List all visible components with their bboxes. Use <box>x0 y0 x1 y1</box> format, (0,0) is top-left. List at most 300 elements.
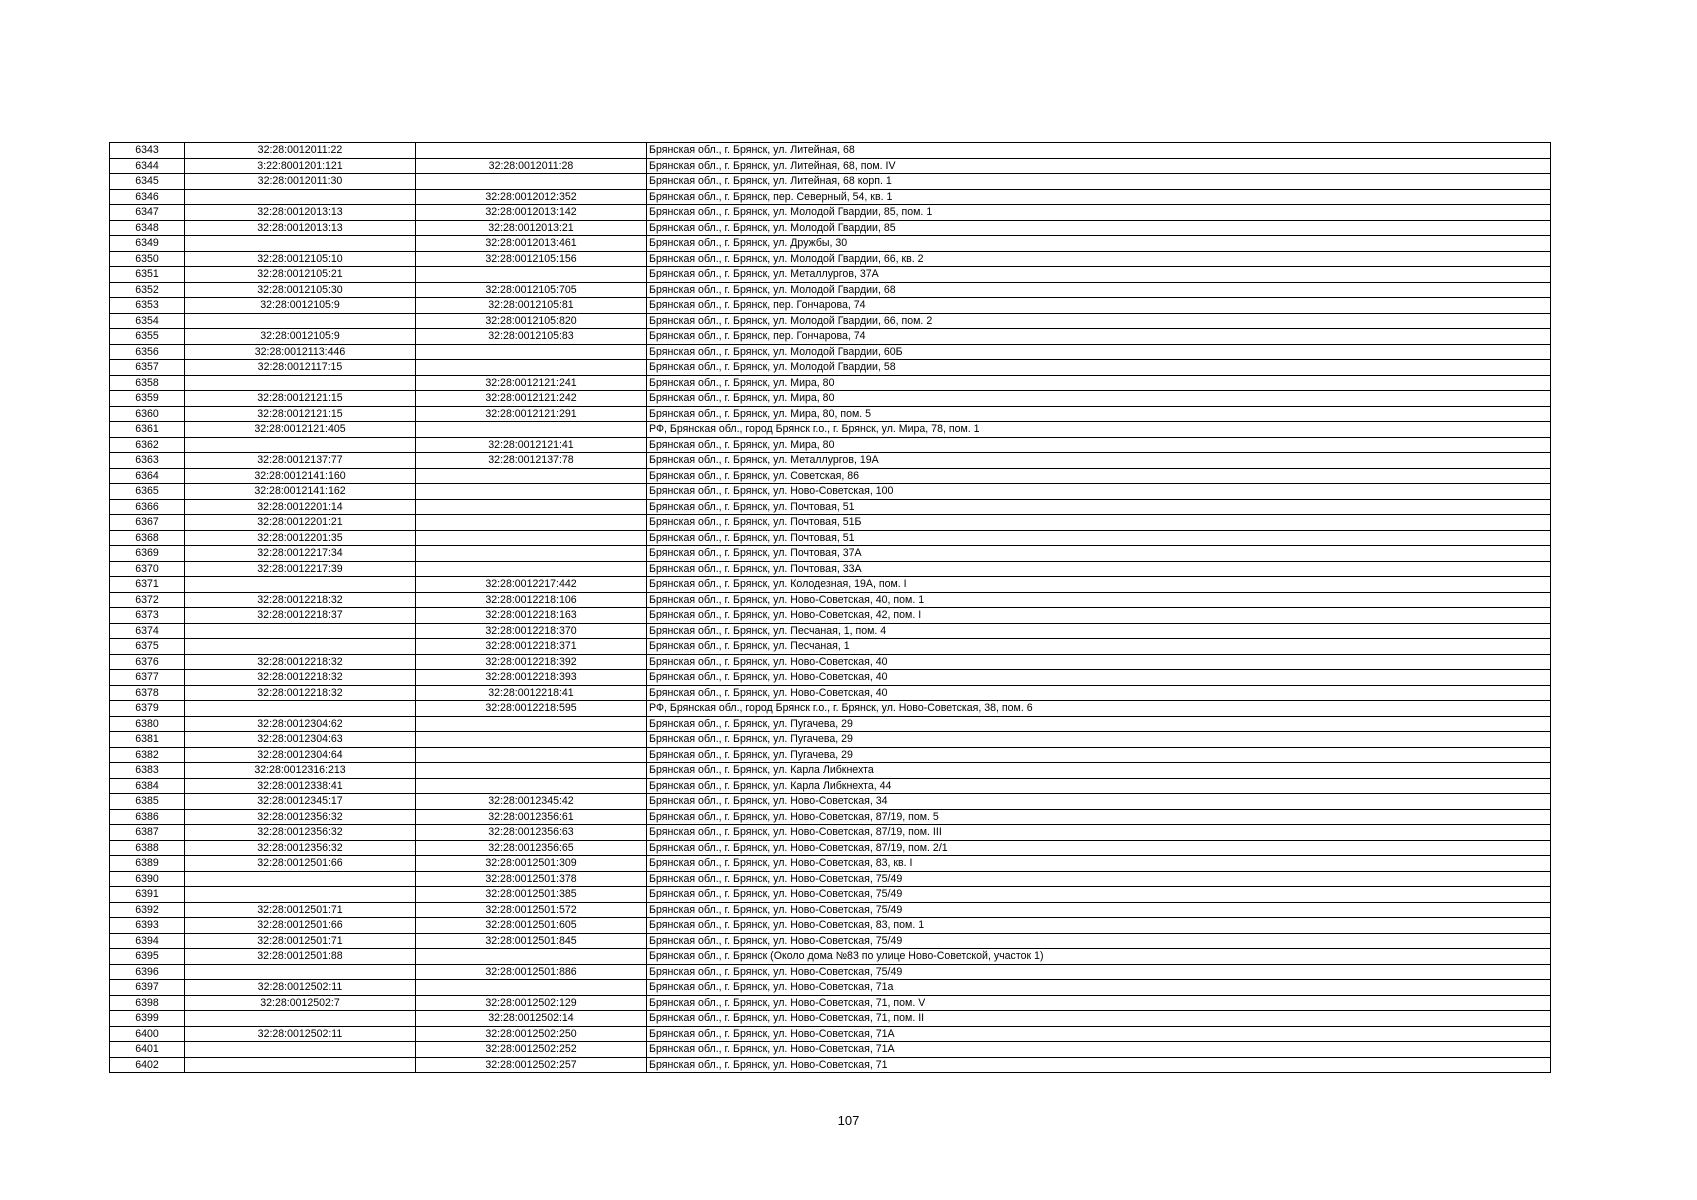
table-row <box>110 344 1551 360</box>
parcel-number-cell: 32:28:0012013:13 <box>185 205 416 221</box>
table-row <box>110 220 1551 236</box>
parcel-number-cell: 32:28:0012121:15 <box>185 406 416 422</box>
table-row <box>110 794 1551 810</box>
row-number-cell: 6364 <box>110 468 185 484</box>
parcel-number-cell: 32:28:0012121:405 <box>185 422 416 438</box>
address-cell: Брянская обл., г. Брянск, ул. Ново-Советская, 71А <box>647 1026 1551 1042</box>
table-row <box>110 375 1551 391</box>
parcel-number-cell <box>185 871 416 887</box>
table-row <box>110 902 1551 918</box>
row-number-cell: 6400 <box>110 1026 185 1042</box>
row-number-cell: 6374 <box>110 623 185 639</box>
parcel-number-cell: 32:28:0012356:32 <box>185 825 416 841</box>
parcel-number-cell: 32:28:0012501:88 <box>185 949 416 965</box>
object-number-cell: 32:28:0012105:705 <box>416 282 647 298</box>
row-number-cell: 6349 <box>110 236 185 252</box>
table-row <box>110 592 1551 608</box>
address-cell: Брянская обл., г. Брянск, ул. Молодой Гвардии, 66, пом. 2 <box>647 313 1551 329</box>
row-number-cell: 6371 <box>110 577 185 593</box>
row-number-cell: 6368 <box>110 530 185 546</box>
parcel-number-cell: 3:22:8001201:121 <box>185 158 416 174</box>
row-number-cell: 6351 <box>110 267 185 283</box>
table-row <box>110 933 1551 949</box>
parcel-number-cell: 32:28:0012218:32 <box>185 654 416 670</box>
table-row <box>110 980 1551 996</box>
row-number-cell: 6358 <box>110 375 185 391</box>
row-number-cell: 6376 <box>110 654 185 670</box>
row-number-cell: 6344 <box>110 158 185 174</box>
row-number-cell: 6362 <box>110 437 185 453</box>
address-cell: Брянская обл., г. Брянск, ул. Ново-Советская, 75/49 <box>647 871 1551 887</box>
address-cell: Брянская обл., г. Брянск, ул. Ново-Советская, 87/19, пом. 2/1 <box>647 840 1551 856</box>
table-row <box>110 1026 1551 1042</box>
object-number-cell: 32:28:0012502:129 <box>416 995 647 1011</box>
row-number-cell: 6373 <box>110 608 185 624</box>
object-number-cell <box>416 360 647 376</box>
row-number-cell: 6346 <box>110 189 185 205</box>
address-cell: Брянская обл., г. Брянск, ул. Металлургов, 19А <box>647 453 1551 469</box>
object-number-cell <box>416 561 647 577</box>
row-number-cell: 6343 <box>110 143 185 159</box>
page-number: 107 <box>837 1113 860 1128</box>
table-row <box>110 236 1551 252</box>
object-number-cell: 32:28:0012105:83 <box>416 329 647 345</box>
parcel-number-cell: 32:28:0012218:32 <box>185 685 416 701</box>
parcel-number-cell <box>185 1011 416 1027</box>
row-number-cell: 6386 <box>110 809 185 825</box>
address-cell: Брянская обл., г. Брянск, ул. Литейная, 68, пом. IV <box>647 158 1551 174</box>
object-number-cell: 32:28:0012218:41 <box>416 685 647 701</box>
table-row <box>110 747 1551 763</box>
row-number-cell: 6385 <box>110 794 185 810</box>
row-number-cell: 6375 <box>110 639 185 655</box>
table-row <box>110 887 1551 903</box>
row-number-cell: 6363 <box>110 453 185 469</box>
row-number-cell: 6359 <box>110 391 185 407</box>
parcel-number-cell <box>185 375 416 391</box>
row-number-cell: 6397 <box>110 980 185 996</box>
object-number-cell: 32:28:0012013:461 <box>416 236 647 252</box>
parcel-number-cell: 32:28:0012218:32 <box>185 592 416 608</box>
object-number-cell: 32:28:0012218:106 <box>416 592 647 608</box>
address-cell: Брянская обл., г. Брянск, ул. Ново-Советская, 75/49 <box>647 902 1551 918</box>
parcel-number-cell: 32:28:0012013:13 <box>185 220 416 236</box>
table-row <box>110 174 1551 190</box>
table-row <box>110 313 1551 329</box>
row-number-cell: 6350 <box>110 251 185 267</box>
table-row <box>110 685 1551 701</box>
address-cell: Брянская обл., г. Брянск, ул. Мира, 80 <box>647 375 1551 391</box>
table-row <box>110 1011 1551 1027</box>
parcel-number-cell: 32:28:0012304:62 <box>185 716 416 732</box>
parcel-number-cell <box>185 577 416 593</box>
address-cell: Брянская обл., г. Брянск, ул. Карла Либкнехта <box>647 763 1551 779</box>
row-number-cell: 6379 <box>110 701 185 717</box>
address-cell: Брянская обл., г. Брянск, ул. Мира, 80, пом. 5 <box>647 406 1551 422</box>
parcel-number-cell: 32:28:0012338:41 <box>185 778 416 794</box>
table-row <box>110 701 1551 717</box>
row-number-cell: 6382 <box>110 747 185 763</box>
object-number-cell: 32:28:0012121:241 <box>416 375 647 391</box>
object-number-cell: 32:28:0012502:250 <box>416 1026 647 1042</box>
table-row <box>110 437 1551 453</box>
table-row <box>110 515 1551 531</box>
object-number-cell: 32:28:0012502:252 <box>416 1042 647 1058</box>
table-row <box>110 205 1551 221</box>
object-number-cell: 32:28:0012218:370 <box>416 623 647 639</box>
row-number-cell: 6393 <box>110 918 185 934</box>
table-row <box>110 964 1551 980</box>
parcel-number-cell: 32:28:0012218:37 <box>185 608 416 624</box>
parcel-number-cell: 32:28:0012137:77 <box>185 453 416 469</box>
address-cell: Брянская обл., г. Брянск, ул. Молодой Гвардии, 58 <box>647 360 1551 376</box>
address-cell: Брянская обл., г. Брянск, ул. Карла Либкнехта, 44 <box>647 778 1551 794</box>
parcel-number-cell: 32:28:0012501:71 <box>185 902 416 918</box>
table-row <box>110 484 1551 500</box>
address-cell: Брянская обл., г. Брянск, пер. Северный, 54, кв. 1 <box>647 189 1551 205</box>
object-number-cell: 32:28:0012501:378 <box>416 871 647 887</box>
address-cell: Брянская обл., г. Брянск, ул. Мира, 80 <box>647 437 1551 453</box>
row-number-cell: 6395 <box>110 949 185 965</box>
table-row <box>110 577 1551 593</box>
address-cell: Брянская обл., г. Брянск, ул. Литейная, 68 <box>647 143 1551 159</box>
parcel-number-cell: 32:28:0012217:34 <box>185 546 416 562</box>
object-number-cell: 32:28:0012345:42 <box>416 794 647 810</box>
address-cell: Брянская обл., г. Брянск, ул. Молодой Гвардии, 60Б <box>647 344 1551 360</box>
object-number-cell: 32:28:0012121:291 <box>416 406 647 422</box>
address-cell: Брянская обл., г. Брянск, ул. Ново-Советская, 40 <box>647 654 1551 670</box>
parcel-number-cell: 32:28:0012304:64 <box>185 747 416 763</box>
object-number-cell: 32:28:0012501:385 <box>416 887 647 903</box>
parcel-number-cell: 32:28:0012501:66 <box>185 856 416 872</box>
object-number-cell: 32:28:0012105:156 <box>416 251 647 267</box>
parcel-number-cell: 32:28:0012105:21 <box>185 267 416 283</box>
table-row <box>110 189 1551 205</box>
object-number-cell <box>416 530 647 546</box>
row-number-cell: 6387 <box>110 825 185 841</box>
parcel-number-cell: 32:28:0012345:17 <box>185 794 416 810</box>
row-number-cell: 6391 <box>110 887 185 903</box>
row-number-cell: 6380 <box>110 716 185 732</box>
object-number-cell: 32:28:0012218:392 <box>416 654 647 670</box>
address-cell: Брянская обл., г. Брянск, ул. Советская, 86 <box>647 468 1551 484</box>
parcel-number-cell: 32:28:0012011:22 <box>185 143 416 159</box>
object-number-cell <box>416 949 647 965</box>
table-row <box>110 670 1551 686</box>
parcel-number-cell: 32:28:0012141:162 <box>185 484 416 500</box>
object-number-cell: 32:28:0012012:352 <box>416 189 647 205</box>
object-number-cell: 32:28:0012501:309 <box>416 856 647 872</box>
object-number-cell: 32:28:0012501:845 <box>416 933 647 949</box>
address-cell: Брянская обл., г. Брянск, ул. Металлургов, 37А <box>647 267 1551 283</box>
address-cell: Брянская обл., г. Брянск, ул. Почтовая, 37А <box>647 546 1551 562</box>
address-cell: Брянская обл., г. Брянск, ул. Ново-Советская, 71А <box>647 1042 1551 1058</box>
object-number-cell: 32:28:0012013:142 <box>416 205 647 221</box>
row-number-cell: 6356 <box>110 344 185 360</box>
object-number-cell <box>416 546 647 562</box>
object-number-cell <box>416 716 647 732</box>
address-cell: Брянская обл., г. Брянск, ул. Ново-Советская, 75/49 <box>647 933 1551 949</box>
address-cell: Брянская обл., г. Брянск, ул. Ново-Советская, 71, пом. II <box>647 1011 1551 1027</box>
object-number-cell <box>416 422 647 438</box>
address-cell: Брянская обл., г. Брянск, ул. Молодой Гвардии, 66, кв. 2 <box>647 251 1551 267</box>
address-cell: Брянская обл., г. Брянск, ул. Почтовая, 51Б <box>647 515 1551 531</box>
table-row <box>110 1057 1551 1073</box>
parcel-number-cell <box>185 437 416 453</box>
row-number-cell: 6361 <box>110 422 185 438</box>
parcel-number-cell: 32:28:0012356:32 <box>185 809 416 825</box>
address-cell: Брянская обл., г. Брянск, ул. Ново-Советская, 34 <box>647 794 1551 810</box>
object-number-cell <box>416 484 647 500</box>
object-number-cell: 32:28:0012137:78 <box>416 453 647 469</box>
table-row <box>110 856 1551 872</box>
row-number-cell: 6389 <box>110 856 185 872</box>
row-number-cell: 6378 <box>110 685 185 701</box>
table-row <box>110 329 1551 345</box>
table-row <box>110 468 1551 484</box>
object-number-cell <box>416 143 647 159</box>
parcel-number-cell: 32:28:0012501:71 <box>185 933 416 949</box>
object-number-cell <box>416 763 647 779</box>
table-row <box>110 546 1551 562</box>
row-number-cell: 6394 <box>110 933 185 949</box>
address-cell: Брянская обл., г. Брянск, ул. Ново-Советская, 42, пом. I <box>647 608 1551 624</box>
row-number-cell: 6357 <box>110 360 185 376</box>
object-number-cell: 32:28:0012105:820 <box>416 313 647 329</box>
address-cell: Брянская обл., г. Брянск, ул. Мира, 80 <box>647 391 1551 407</box>
address-cell: Брянская обл., г. Брянск, ул. Литейная, 68 корп. 1 <box>647 174 1551 190</box>
parcel-number-cell: 32:28:0012218:32 <box>185 670 416 686</box>
address-cell: Брянская обл., г. Брянск, ул. Пугачева, 29 <box>647 747 1551 763</box>
object-number-cell: 32:28:0012217:442 <box>416 577 647 593</box>
parcel-number-cell: 32:28:0012502:11 <box>185 980 416 996</box>
address-cell: Брянская обл., г. Брянск, ул. Пугачева, 29 <box>647 716 1551 732</box>
table-row <box>110 995 1551 1011</box>
row-number-cell: 6377 <box>110 670 185 686</box>
object-number-cell: 32:28:0012011:28 <box>416 158 647 174</box>
parcel-number-cell: 32:28:0012105:30 <box>185 282 416 298</box>
address-cell: Брянская обл., г. Брянск, ул. Ново-Советская, 83, пом. 1 <box>647 918 1551 934</box>
address-cell: Брянская обл., г. Брянск, ул. Ново-Советская, 71 <box>647 1057 1551 1073</box>
table-row <box>110 561 1551 577</box>
address-cell: Брянская обл., г. Брянск, ул. Почтовая, 51 <box>647 499 1551 515</box>
object-number-cell <box>416 174 647 190</box>
object-number-cell: 32:28:0012218:595 <box>416 701 647 717</box>
object-number-cell <box>416 499 647 515</box>
table-row <box>110 871 1551 887</box>
table-row <box>110 949 1551 965</box>
row-number-cell: 6370 <box>110 561 185 577</box>
parcel-number-cell: 32:28:0012141:160 <box>185 468 416 484</box>
table-row <box>110 778 1551 794</box>
parcel-number-cell: 32:28:0012113:446 <box>185 344 416 360</box>
address-cell: Брянская обл., г. Брянск, ул. Ново-Советская, 87/19, пом. III <box>647 825 1551 841</box>
parcel-number-cell <box>185 887 416 903</box>
table-row <box>110 251 1551 267</box>
object-number-cell: 32:28:0012218:371 <box>416 639 647 655</box>
object-number-cell <box>416 468 647 484</box>
object-number-cell: 32:28:0012121:242 <box>416 391 647 407</box>
table-row <box>110 716 1551 732</box>
address-cell: Брянская обл., г. Брянск, ул. Дружбы, 30 <box>647 236 1551 252</box>
property-table <box>109 142 1551 1073</box>
table-row <box>110 499 1551 515</box>
address-cell: Брянская обл., г. Брянск, ул. Ново-Советская, 40 <box>647 685 1551 701</box>
row-number-cell: 6348 <box>110 220 185 236</box>
row-number-cell: 6396 <box>110 964 185 980</box>
object-number-cell: 32:28:0012121:41 <box>416 437 647 453</box>
parcel-number-cell: 32:28:0012502:7 <box>185 995 416 1011</box>
object-number-cell: 32:28:0012013:21 <box>416 220 647 236</box>
address-cell: Брянская обл., г. Брянск, ул. Молодой Гвардии, 85, пом. 1 <box>647 205 1551 221</box>
row-number-cell: 6381 <box>110 732 185 748</box>
table-row <box>110 654 1551 670</box>
parcel-number-cell: 32:28:0012105:10 <box>185 251 416 267</box>
parcel-number-cell: 32:28:0012217:39 <box>185 561 416 577</box>
parcel-number-cell: 32:28:0012316:213 <box>185 763 416 779</box>
row-number-cell: 6360 <box>110 406 185 422</box>
parcel-number-cell: 32:28:0012121:15 <box>185 391 416 407</box>
parcel-number-cell: 32:28:0012304:63 <box>185 732 416 748</box>
object-number-cell: 32:28:0012501:886 <box>416 964 647 980</box>
object-number-cell: 32:28:0012356:63 <box>416 825 647 841</box>
row-number-cell: 6398 <box>110 995 185 1011</box>
parcel-number-cell <box>185 964 416 980</box>
address-cell: Брянская обл., г. Брянск, пер. Гончарова, 74 <box>647 329 1551 345</box>
row-number-cell: 6367 <box>110 515 185 531</box>
parcel-number-cell <box>185 1042 416 1058</box>
parcel-number-cell: 32:28:0012117:15 <box>185 360 416 376</box>
table-row <box>110 732 1551 748</box>
table-row <box>110 1042 1551 1058</box>
object-number-cell <box>416 778 647 794</box>
row-number-cell: 6345 <box>110 174 185 190</box>
address-cell: Брянская обл., г. Брянск, ул. Песчаная, 1 <box>647 639 1551 655</box>
table-row <box>110 530 1551 546</box>
object-number-cell <box>416 515 647 531</box>
object-number-cell: 32:28:0012218:163 <box>416 608 647 624</box>
row-number-cell: 6347 <box>110 205 185 221</box>
address-cell: Брянская обл., г. Брянск, ул. Ново-Советская, 83, кв. I <box>647 856 1551 872</box>
address-cell: Брянская обл., г. Брянск, ул. Ново-Советская, 75/49 <box>647 964 1551 980</box>
parcel-number-cell <box>185 236 416 252</box>
object-number-cell: 32:28:0012356:65 <box>416 840 647 856</box>
address-cell: Брянская обл., г. Брянск (Около дома №83 по улице Ново-Советской, участок 1) <box>647 949 1551 965</box>
table-row <box>110 422 1551 438</box>
address-cell: Брянская обл., г. Брянск, ул. Пугачева, 29 <box>647 732 1551 748</box>
object-number-cell: 32:28:0012502:257 <box>416 1057 647 1073</box>
table-row <box>110 918 1551 934</box>
address-cell: Брянская обл., г. Брянск, ул. Ново-Советская, 75/49 <box>647 887 1551 903</box>
table-row <box>110 267 1551 283</box>
table-row <box>110 158 1551 174</box>
parcel-number-cell: 32:28:0012201:35 <box>185 530 416 546</box>
object-number-cell <box>416 344 647 360</box>
address-cell: РФ, Брянская обл., город Брянск г.о., г. Брянск, ул. Мира, 78, пом. 1 <box>647 422 1551 438</box>
address-cell: Брянская обл., г. Брянск, ул. Ново-Советская, 71, пом. V <box>647 995 1551 1011</box>
parcel-number-cell: 32:28:0012356:32 <box>185 840 416 856</box>
row-number-cell: 6399 <box>110 1011 185 1027</box>
parcel-number-cell <box>185 701 416 717</box>
address-cell: Брянская обл., г. Брянск, ул. Ново-Советская, 71а <box>647 980 1551 996</box>
address-cell: Брянская обл., г. Брянск, ул. Ново-Советская, 40, пом. 1 <box>647 592 1551 608</box>
parcel-number-cell <box>185 639 416 655</box>
parcel-number-cell: 32:28:0012501:66 <box>185 918 416 934</box>
parcel-number-cell <box>185 189 416 205</box>
row-number-cell: 6366 <box>110 499 185 515</box>
parcel-number-cell: 32:28:0012105:9 <box>185 298 416 314</box>
address-cell: Брянская обл., г. Брянск, ул. Ново-Советская, 87/19, пом. 5 <box>647 809 1551 825</box>
object-number-cell: 32:28:0012218:393 <box>416 670 647 686</box>
table-row <box>110 391 1551 407</box>
row-number-cell: 6365 <box>110 484 185 500</box>
table-row <box>110 406 1551 422</box>
table-row <box>110 825 1551 841</box>
object-number-cell <box>416 980 647 996</box>
address-cell: Брянская обл., г. Брянск, ул. Почтовая, 51 <box>647 530 1551 546</box>
table-body <box>110 143 1551 1073</box>
address-cell: Брянская обл., г. Брянск, пер. Гончарова, 74 <box>647 298 1551 314</box>
row-number-cell: 6353 <box>110 298 185 314</box>
parcel-number-cell <box>185 1057 416 1073</box>
row-number-cell: 6390 <box>110 871 185 887</box>
table-row <box>110 282 1551 298</box>
address-cell: Брянская обл., г. Брянск, ул. Молодой Гвардии, 68 <box>647 282 1551 298</box>
table-row <box>110 143 1551 159</box>
object-number-cell: 32:28:0012356:61 <box>416 809 647 825</box>
parcel-number-cell: 32:28:0012011:30 <box>185 174 416 190</box>
row-number-cell: 6352 <box>110 282 185 298</box>
object-number-cell: 32:28:0012501:572 <box>416 902 647 918</box>
parcel-number-cell <box>185 313 416 329</box>
address-cell: Брянская обл., г. Брянск, ул. Ново-Советская, 40 <box>647 670 1551 686</box>
table-row <box>110 763 1551 779</box>
row-number-cell: 6369 <box>110 546 185 562</box>
object-number-cell: 32:28:0012501:605 <box>416 918 647 934</box>
object-number-cell <box>416 732 647 748</box>
object-number-cell: 32:28:0012502:14 <box>416 1011 647 1027</box>
row-number-cell: 6355 <box>110 329 185 345</box>
row-number-cell: 6354 <box>110 313 185 329</box>
table-row <box>110 360 1551 376</box>
row-number-cell: 6401 <box>110 1042 185 1058</box>
address-cell: Брянская обл., г. Брянск, ул. Колодезная, 19А, пом. I <box>647 577 1551 593</box>
table-row <box>110 639 1551 655</box>
table-row <box>110 298 1551 314</box>
object-number-cell <box>416 267 647 283</box>
row-number-cell: 6392 <box>110 902 185 918</box>
row-number-cell: 6402 <box>110 1057 185 1073</box>
table-row <box>110 453 1551 469</box>
parcel-number-cell <box>185 623 416 639</box>
row-number-cell: 6388 <box>110 840 185 856</box>
table-row <box>110 608 1551 624</box>
table-row <box>110 840 1551 856</box>
address-cell: Брянская обл., г. Брянск, ул. Молодой Гвардии, 85 <box>647 220 1551 236</box>
row-number-cell: 6384 <box>110 778 185 794</box>
address-cell: Брянская обл., г. Брянск, ул. Почтовая, 33А <box>647 561 1551 577</box>
parcel-number-cell: 32:28:0012201:14 <box>185 499 416 515</box>
table-row <box>110 623 1551 639</box>
object-number-cell <box>416 747 647 763</box>
parcel-number-cell: 32:28:0012502:11 <box>185 1026 416 1042</box>
parcel-number-cell: 32:28:0012105:9 <box>185 329 416 345</box>
address-cell: Брянская обл., г. Брянск, ул. Песчаная, 1, пом. 4 <box>647 623 1551 639</box>
table-row <box>110 809 1551 825</box>
address-cell: РФ, Брянская обл., город Брянск г.о., г. Брянск, ул. Ново-Советская, 38, пом. 6 <box>647 701 1551 717</box>
address-cell: Брянская обл., г. Брянск, ул. Ново-Советская, 100 <box>647 484 1551 500</box>
row-number-cell: 6383 <box>110 763 185 779</box>
